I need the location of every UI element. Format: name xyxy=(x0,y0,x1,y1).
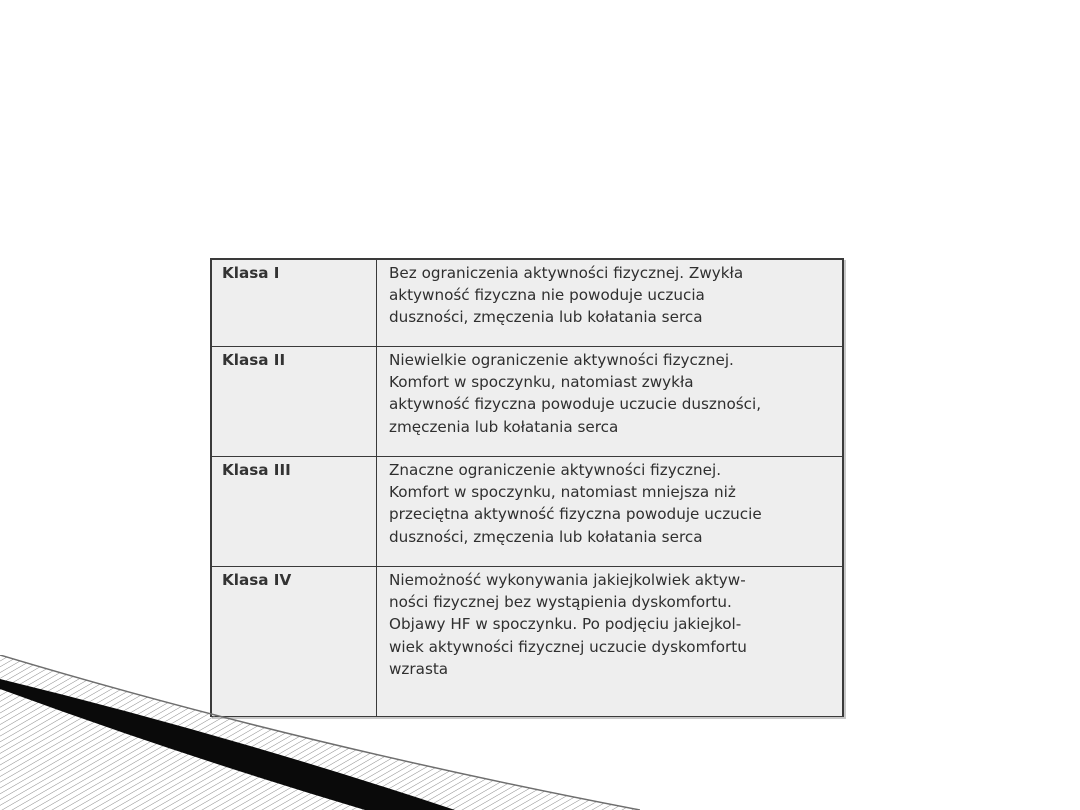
description-line: wiek aktywności fizycznej uczucie dyskomfortu xyxy=(389,637,747,656)
class-label: Klasa II xyxy=(212,347,377,457)
description-line: Komfort w spoczynku, natomiast mniejsza niż xyxy=(389,483,736,502)
description-line: duszności, zmęczenia lub kołatania serca xyxy=(389,527,703,546)
description-line: Znaczne ograniczenie aktywności fizycznej. xyxy=(389,461,722,479)
description-line: Komfort w spoczynku, natomiast zwykła xyxy=(389,373,694,392)
class-label: Klasa III xyxy=(212,457,377,567)
description-line: przeciętna aktywność fizyczna powoduje uczucie xyxy=(389,505,762,524)
description-line: wzrasta xyxy=(389,659,449,678)
description-line: zmęczenia lub kołatania serca xyxy=(389,417,619,436)
classification-table xyxy=(211,259,843,717)
description-line: Niemożność wykonywania jakiejkolwiek aktyw- xyxy=(389,571,746,589)
description-line: Bez ograniczenia aktywności fizycznej. Zwykła xyxy=(389,264,744,282)
description-line: Niewielkie ograniczenie aktywności fizycznej. xyxy=(389,351,734,369)
class-label: Klasa IV xyxy=(212,567,377,717)
class-label: Klasa I xyxy=(212,260,377,347)
class-description xyxy=(377,347,843,457)
class-description xyxy=(377,260,843,347)
description-line: aktywność fizyczna nie powoduje uczucia xyxy=(389,286,705,305)
nyha-classification-table xyxy=(210,258,844,717)
description-line: Objawy HF w spoczynku. Po podjęciu jakiejkol- xyxy=(389,615,742,634)
description-line: duszności, zmęczenia lub kołatania serca xyxy=(389,308,703,327)
slide-corner-decoration xyxy=(0,655,640,810)
table-row-class-3 xyxy=(212,457,843,567)
table-row-class-1 xyxy=(212,260,843,347)
description-line: aktywność fizyczna powoduje uczucie duszności, xyxy=(389,395,762,414)
description-line: ności fizycznej bez wystąpienia dyskomfortu. xyxy=(389,593,732,612)
table-row-class-2 xyxy=(212,347,843,457)
class-description xyxy=(377,457,843,567)
